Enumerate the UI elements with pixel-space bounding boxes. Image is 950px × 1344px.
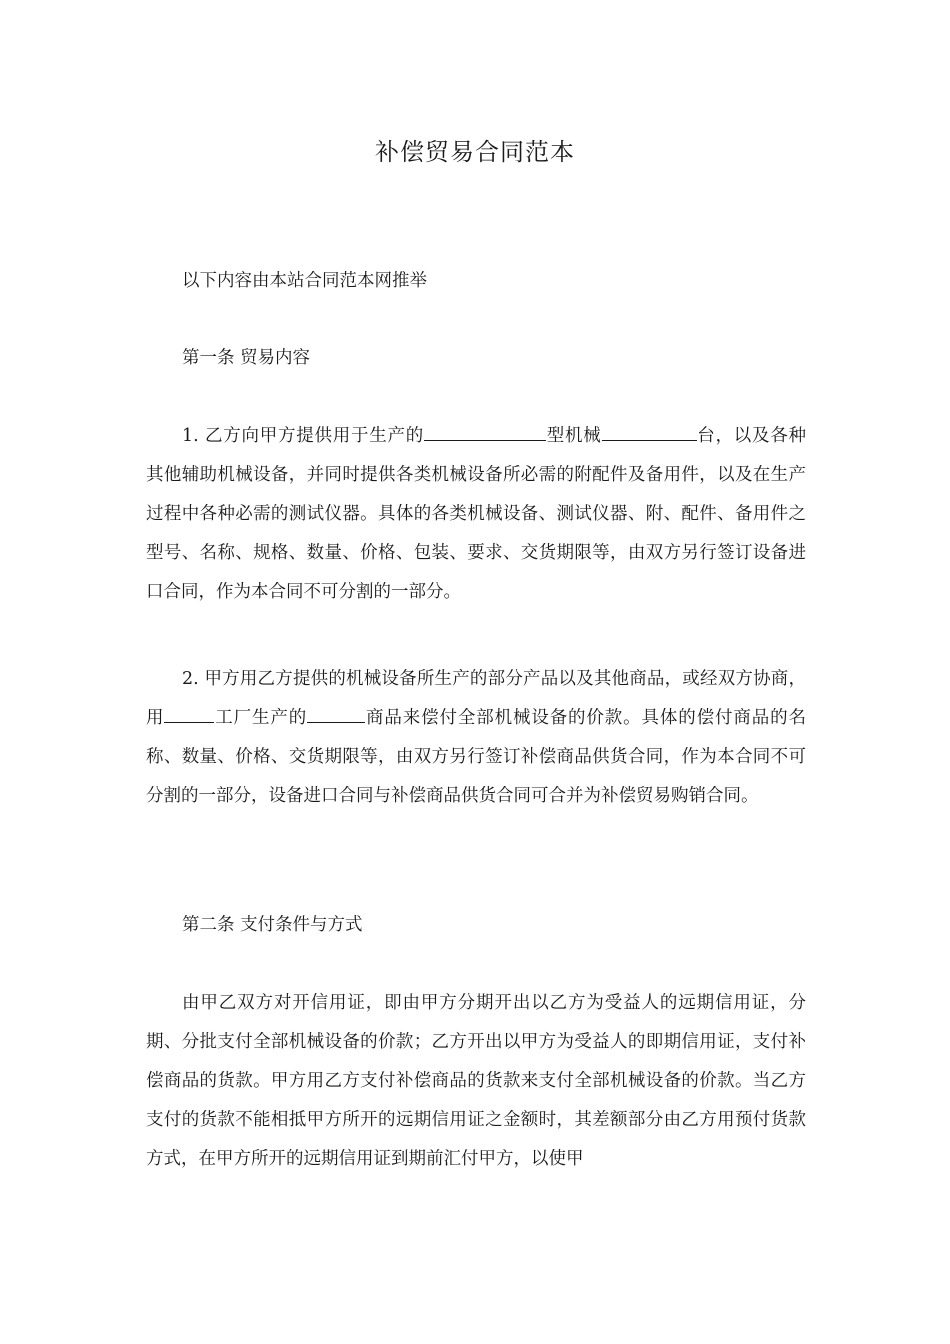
article-2-paragraph-1: [146, 984, 806, 1179]
article-2-p1-text: 由甲乙双方对开信用证，即由甲方分期开出以乙方为受益人的远期信用证，分期、分批支付全部机械设备的价款；乙方开出以甲方为受益人的即期信用证，支付补偿商品的货款。甲方用乙方支付补偿商品的货款来支付全部机械设备的价款。当乙方支付的货款不能相抵甲方所开的远期信用证之金额时，其差额部分由乙方用预付货款方式，在甲方所开的远期信用证到期前汇付甲方，以使甲: [146, 993, 806, 1169]
article-1-paragraph-2: [146, 660, 806, 816]
fill-in-blank: [164, 704, 214, 723]
article-1-p2-part-c: 商品来偿付全部机械设备的价款。具体的偿付商品的名称、数量、价格、交货期限等，由双方另行签订补偿商品供货合同，作为本合同不可分割的一部分，设备进口合同与补偿商品供货合同可合并为补偿贸易购销合同。: [146, 708, 807, 806]
article-1-paragraph-1: [146, 417, 806, 612]
article-1-p2-part-b: 工厂生产的: [214, 708, 308, 728]
article-2-heading: 第二条 支付条件与方式: [182, 915, 363, 935]
fill-in-blank: [307, 704, 365, 723]
article-1-p1-part-a: 1. 乙方向甲方提供用于生产的: [182, 426, 424, 446]
fill-in-blank: [424, 422, 546, 441]
article-1-heading: 第一条 贸易内容: [182, 348, 311, 368]
intro-text: 以下内容由本站合同范本网推举: [182, 271, 427, 291]
article-1-p2-part-a: 2. 甲方用乙方提供的机械设备所生产的部分产品以及其他商品，或经双方协商，用: [146, 669, 806, 728]
fill-in-blank: [602, 422, 697, 441]
article-1-heading-block: [146, 339, 806, 378]
intro-block: [146, 262, 806, 301]
article-2-heading-block: [146, 906, 806, 945]
article-1-p1-part-c: 台，以及各种其他辅助机械设备，并同时提供各类机械设备所必需的附配件及备用件，以及在生产过程中各种必需的测试仪器。具体的各类机械设备、测试仪器、附、配件、备用件之型号、名称、规格、数量、价格、包装、要求、交货期限等，由双方另行签订设备进口合同，作为本合同不可分割的一部分。: [146, 426, 806, 602]
article-1-p1-part-b: 型机械: [546, 426, 602, 446]
document-title: 补偿贸易合同范本: [375, 138, 575, 166]
